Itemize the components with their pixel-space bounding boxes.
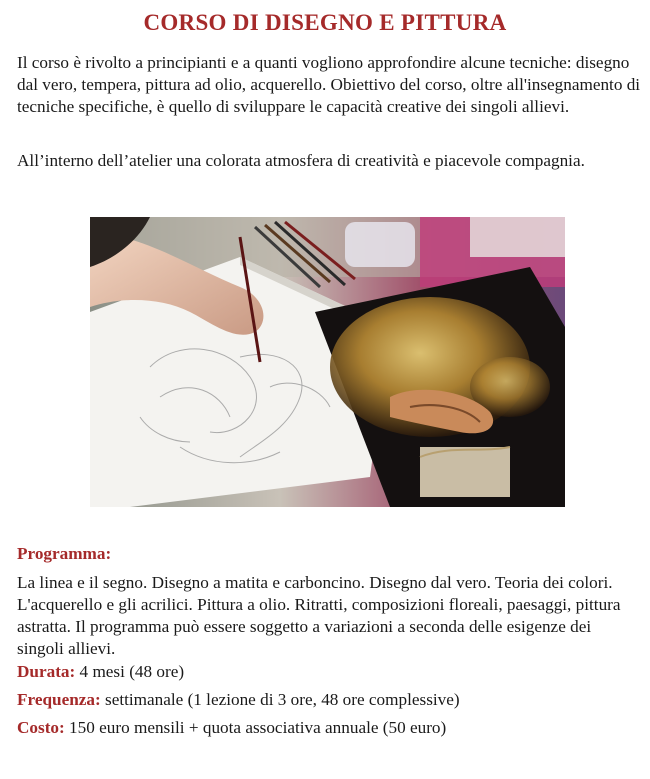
frequenza-label: Frequenza:: [17, 690, 101, 709]
page-title: CORSO DI DISEGNO E PITTURA: [143, 10, 507, 35]
durata-value: 4 mesi (48 ore): [79, 662, 185, 681]
costo-line: [17, 718, 446, 738]
costo-value: 150 euro mensili + quota associativa annuale (50 euro): [69, 718, 447, 737]
costo-label: Costo:: [17, 718, 65, 737]
durata-line: [17, 662, 184, 682]
frequenza-line: [17, 690, 460, 710]
durata-label: Durata:: [17, 662, 76, 681]
drawing-and-painting-photo: [90, 217, 565, 507]
programma-text: La linea e il segno. Disegno a matita e carboncino. Disegno dal vero. Teoria dei colori. L'acquerello e gli acrilici. Pittura a olio. Ritratti, composizioni floreali, paesaggi, pittura astratta. Il programma può essere soggetto a variazioni a seconda delle esigenze dei singoli allievi.: [17, 573, 621, 658]
intro-paragraph: Il corso è rivolto a principianti e a quanti vogliono approfondire alcune tecniche: disegno dal vero, tempera, pittura ad olio, acquerello. Obiettivo del corso, oltre all'insegnamento di tecniche specifiche, è quello di sviluppare le capacità creative dei singoli allievi.: [17, 53, 641, 116]
programma-heading: Programma:: [17, 544, 112, 563]
atelier-paragraph: All’interno dell’atelier una colorata atmosfera di creatività e piacevole compagnia.: [17, 151, 585, 170]
frequenza-value: settimanale (1 lezione di 3 ore, 48 ore complessive): [105, 690, 460, 709]
